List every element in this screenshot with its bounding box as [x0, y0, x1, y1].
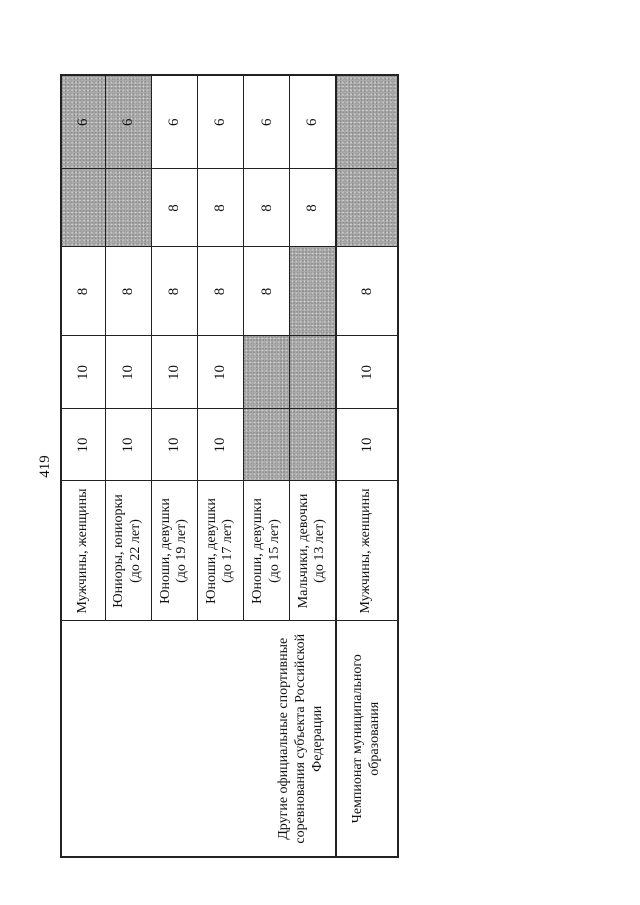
value-cell: 8	[244, 169, 290, 247]
value-cell: 6	[197, 75, 243, 169]
value-cell: 8	[105, 247, 151, 336]
category-cell: Юноши, девушки (до 15 лет)	[244, 481, 290, 621]
value-cell: 8	[336, 247, 398, 336]
group-label-regional: Другие официальные спортивные соревнования субъекта Российской Федерации	[61, 621, 336, 857]
table-row	[61, 75, 105, 857]
value-cell-shaded	[244, 409, 290, 481]
value-cell: 6	[151, 75, 197, 169]
value-cell: 8	[61, 247, 105, 336]
value-cell: 10	[105, 336, 151, 409]
category-cell: Юниоры, юниорки (до 22 лет)	[105, 481, 151, 621]
value-cell-shaded	[61, 169, 105, 247]
value-cell: 10	[197, 409, 243, 481]
value-cell: 10	[151, 336, 197, 409]
category-cell: Мужчины, женщины	[336, 481, 398, 621]
category-cell: Мужчины, женщины	[61, 481, 105, 621]
page-number	[33, 448, 57, 484]
value-cell: 10	[105, 409, 151, 481]
value-cell-shaded	[290, 247, 336, 336]
value-cell-shaded	[105, 169, 151, 247]
value-cell-shaded	[244, 336, 290, 409]
competition-table	[60, 74, 399, 858]
group-label-municipal: Чемпионат муниципального образования	[336, 621, 398, 857]
value-cell-shaded	[336, 75, 398, 169]
value-cell: 10	[151, 409, 197, 481]
value-cell: 8	[151, 169, 197, 247]
value-cell-shaded: 6	[105, 75, 151, 169]
value-cell: 8	[290, 169, 336, 247]
value-cell: 10	[197, 336, 243, 409]
value-cell: 10	[336, 336, 398, 409]
value-cell: 6	[290, 75, 336, 169]
value-cell-shaded	[336, 169, 398, 247]
value-cell: 10	[61, 336, 105, 409]
rotated-table-container	[60, 76, 399, 858]
value-cell: 6	[244, 75, 290, 169]
category-cell: Мальчики, девочки (до 13 лет)	[290, 481, 336, 621]
value-cell-shaded: 6	[61, 75, 105, 169]
value-cell: 8	[197, 247, 243, 336]
value-cell: 8	[244, 247, 290, 336]
category-cell: Юноши, девушки (до 19 лет)	[151, 481, 197, 621]
category-cell: Юноши, девушки (до 17 лет)	[197, 481, 243, 621]
value-cell: 10	[61, 409, 105, 481]
value-cell: 8	[151, 247, 197, 336]
value-cell-shaded	[290, 409, 336, 481]
value-cell-shaded	[290, 336, 336, 409]
page-number-text: 419	[36, 454, 53, 478]
value-cell: 8	[197, 169, 243, 247]
value-cell: 10	[336, 409, 398, 481]
table-row	[336, 75, 398, 857]
